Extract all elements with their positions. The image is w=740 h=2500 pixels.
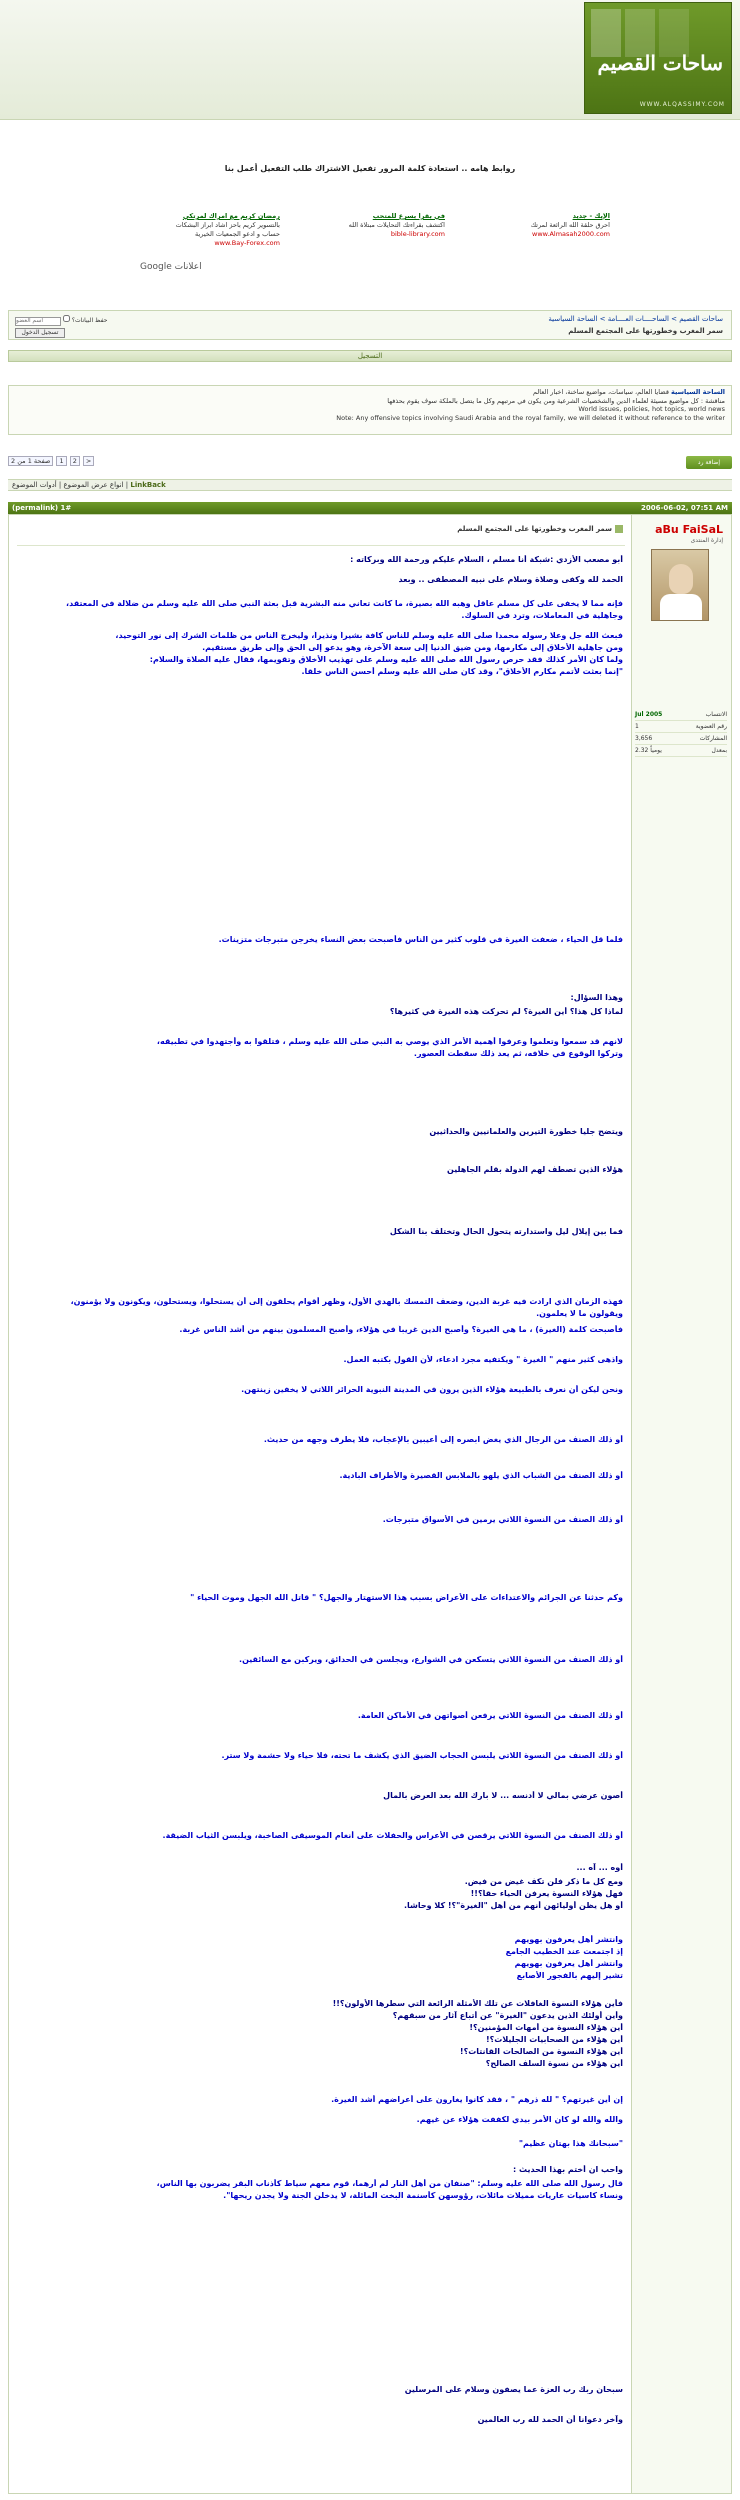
ad-url[interactable]: bible-library.com — [390, 230, 445, 238]
forum-rules: مناقشة : كل مواضيع مسيئة لعلماء الدين والشخصيات الشرعية ومن يكون في مرتبهم وكل ما يتصل بالملكة سوف يقوم بحذفها — [387, 396, 725, 405]
pagination — [8, 456, 95, 466]
ad-item[interactable] — [460, 212, 610, 239]
post-line: لماذا كل هذا؟ أين الغيرة؟ لم تحركت هذه الغيرة في كثيرها؟ — [389, 1007, 623, 1016]
forum-note: Note: Any offensive topics involving Saudi Arabia and the royal family, we will deleted it without reference to the writer — [336, 413, 725, 422]
ad-text: بالتسوير كريم باحز اشاد ابراز البشكات — [175, 221, 280, 229]
ad-url[interactable]: www.Bay-Forex.com — [214, 239, 280, 247]
post-date: 2006-06-02, 07:51 AM — [641, 504, 728, 512]
ad-title[interactable]: في بقرا بسرع للمتحب — [372, 212, 445, 220]
thread-tools-bar: انواع عرض الموضوع | أدوات الموضوع | LinkBack — [8, 479, 732, 491]
post-line: قال رسول الله صلى الله عليه وسلم: "صنفان من أهل النار لم أرهما، قوم معهم سياط كأذناب البقر يضربون بها الناس، — [156, 2179, 623, 2188]
login-button[interactable]: تسجيل الدخول — [15, 328, 65, 338]
username-input[interactable] — [15, 317, 61, 326]
post-line: فهل هؤلاء النسوة يعرفن الحياء حقاً؟!! — [470, 1889, 623, 1898]
post-line: وتركوا الوقوع في خلافه، ثم يعد ذلك سقطت العصور. — [413, 1049, 623, 1058]
post-line: سبحان ربك رب العزة عما يصفون وسلام على المرسلين — [404, 2385, 623, 2394]
post-line: أو ذلك الصنف من الرجال الذي يغض ابصره إلى أعيبين بالإعجاب، فلا يطرف وجهه من حديث. — [263, 1435, 623, 1444]
site-banner[interactable] — [584, 2, 732, 114]
post-line: ويتضح جليا خطورة التيرين والعلمانيين والحداثيين — [429, 1127, 623, 1136]
forum-text: قضايا العالم، سياسات، مواضيع ساخنة، اخبار العالم — [532, 388, 669, 396]
post-title — [457, 525, 623, 533]
page-link[interactable]: 1 — [56, 456, 66, 466]
post-line: أو ذلك الصنف من الشباب الذي يلهو بالملابس القصيرة والأطراف البادية. — [339, 1471, 623, 1480]
post-line: ومع كل ما ذكر فلن تكف غيض من فيض. — [464, 1877, 623, 1886]
site-logo: ساحات القصيم — [597, 51, 723, 75]
display-modes-link[interactable]: انواع عرض الموضوع — [63, 481, 124, 489]
forum-name[interactable]: الساحة السياسية — [671, 388, 725, 396]
stat-label: المشاركات — [699, 735, 727, 742]
post-line: فهذه الزمان الذي ارادت فيه غربة الدين، وضعف التمسك بالهدي الأول، وظهر أقوام يحلقون إلى أن يستحلوا، ويستحلون، ويكونون ولا يؤمنون، — [70, 1297, 623, 1306]
stat-value: 3,656 — [635, 735, 653, 742]
ad-item[interactable] — [130, 212, 280, 248]
ad-text: حساب و ادعو الجمعيات الخيرية — [194, 230, 280, 238]
post-line: وانتشر أهل يعرفون بهويهم — [514, 1959, 623, 1968]
thread-tools-link[interactable]: أدوات الموضوع — [12, 481, 57, 489]
page-next[interactable]: > — [83, 456, 94, 466]
post-line: والله والله لو كان الأمر بيدي لكففت هؤلاء عن غيهم. — [416, 2115, 623, 2124]
post-line: أين هؤلاء من الصحابيات الجليلات؟! — [485, 2035, 623, 2044]
permalink[interactable]: (permalink) 1# — [12, 504, 72, 512]
user-stat — [635, 735, 727, 745]
reply-button[interactable]: إضافة رد — [686, 456, 732, 469]
ad-title[interactable]: الإيك - جديد — [572, 212, 610, 220]
breadcrumb[interactable]: ساحات القصيم > الساحــــات العــــامة > الساحة السياسية — [548, 315, 723, 323]
stat-value: Jul 2005 — [635, 711, 663, 718]
username[interactable]: aBu FaiSaL — [655, 523, 723, 536]
post-line: أو ذلك الصنف من النسوة اللاتي يرمين في الأسواق متبرجات. — [382, 1515, 623, 1524]
post-line: "إنما بعثت لأتمم مكارم الأخلاق"، وقد كان صلى الله عليه وسلم أحسن الناس خلقاً. — [301, 667, 623, 676]
user-stat — [635, 711, 727, 721]
post-line: أو هل يظن أوليائهن أنهم من أهل "الغيرة"؟! كلا وحاشا. — [403, 1901, 623, 1910]
post-title-text: سمر المغرب وخطورتها على المجتمع المسلم — [457, 525, 612, 533]
avatar — [651, 549, 709, 621]
post-line: أو ذلك الصنف من النسوة اللاتي يلبسن الحجاب الضيق الذي يكشف ما تحته، فلا حياء ولا حشمة ولا ستر. — [221, 1751, 623, 1760]
post-line: أو ذلك الصنف من النسوة اللاتي يرقصن في الأعراس والحفلات على أنغام الموسيقى الصاخبة، ويلبسن الثياب الضيقة. — [162, 1831, 623, 1840]
post-header — [8, 502, 732, 514]
post-line: وكم حدثنا عن الجرائم والاعتداءات على الأعراض بسبب هذا الاستهتار والجهل؟ " قاتل الله الجهل وموت الحياء " — [190, 1593, 623, 1602]
post-line: ويقولون ما لا يعلمون. — [536, 1309, 623, 1318]
linkback-link[interactable]: LinkBack — [130, 481, 166, 489]
register-bar[interactable]: التسجيل — [8, 350, 732, 362]
forum-description — [8, 385, 732, 435]
stat-label: رقم العضوية — [695, 723, 727, 730]
post-icon — [615, 525, 623, 533]
post-body — [8, 514, 732, 2494]
stat-label: الانتساب — [705, 711, 727, 718]
divider — [17, 545, 625, 546]
post-line: أصون عرضي بمالي لا أدنسه ... لا بارك الله بعد العرض بالمال — [383, 1791, 623, 1800]
post-line: فإنه مما لا يخفى على كل مسلم عاقل وهبه الله بصيرة، ما كانت تعاني منه البشرية قبل بعثة النبي صلى الله عليه وسلم من ضلالة في المعتقد، — [66, 599, 623, 608]
page-label: صفحة 1 من 2 — [8, 456, 53, 466]
post-line: أين هؤلاء النسوة من الصالحات القانتات؟! — [459, 2047, 623, 2056]
post-line: فأين هؤلاء النسوة الغافلات عن تلك الأمثلة الرائعة التي سطرها الأولون؟!! — [332, 1999, 623, 2008]
user-info — [631, 515, 731, 2493]
post-line: أين هؤلاء النسوة من أمهات المؤمنين؟! — [469, 2023, 623, 2032]
site-header — [0, 0, 740, 120]
banner-decoration — [591, 9, 621, 57]
post-line: وآخر دعوانا أن الحمد لله رب العالمين — [477, 2415, 623, 2424]
post-line: ولما كان الأمر كذلك فقد حرص رسول الله صلى الله عليه وسلم على تهذيب الأخلاق وتقويمها، فقال عليه الصلاة والسلام: — [149, 655, 623, 664]
post-line: ونساء كاسيات عاريات مميلات مائلات، رؤوسهن كأسنمة البخت المائلة، لا يدخلن الجنة ولا يجدن ريحها". — [223, 2191, 623, 2200]
navigation-bar — [8, 310, 732, 340]
stat-value: 1 — [635, 723, 639, 730]
login-form — [15, 315, 107, 326]
google-ads-label[interactable]: Google اعلانات — [140, 262, 202, 272]
avatar-body — [660, 594, 702, 620]
post-line: فأصبحت كلمة (الغيرة) ، ما هي الغيرة؟ وأصبح الدين غريباً في هؤلاء، وأصبح المسلمون بينهم من أشد الناس غربة. — [179, 1325, 623, 1334]
post-line: تشير إليهم بالفجور الأصابع — [516, 1971, 623, 1980]
site-url: WWW.ALQASSIMY.COM — [639, 101, 725, 108]
post-line: وأين أولئك الذين يدعون "الغيرة" عن أتباع آثار من سبقهم؟ — [392, 2011, 623, 2020]
post-line: إن أين غيرتهم؟ " لله ذرهم " ، فقد كانوا يغارون على أعراضهم أشد الغيرة. — [331, 2095, 623, 2104]
post-line: فلما قل الحياء ، ضعفت الغيرة في قلوب كثير من الناس فأصبحت بعض النساء يخرجن متبرجات متزينات. — [218, 935, 623, 944]
post-line: لانهم قد سمعوا وتعلموا وعرفوا أهمية الأمر الذي يوصي به النبي صلى الله عليه وسلم ، فتلقوا به وأجتهدوا في تطبيقه، — [156, 1037, 623, 1046]
remember-label: حفظ البيانات؟ — [71, 317, 108, 324]
post-line: أين هؤلاء من نسوة السلف الصالح؟ — [485, 2059, 623, 2068]
ad-title[interactable]: رمضان كريم مع امراك لمرتكي — [182, 212, 280, 220]
post-line: أبو مصعب الأزدي :شبكة أنا مسلم ، السلام عليكم ورحمة الله وبركاته : — [350, 555, 623, 564]
thread-title: سمر المغرب وخطورتها على المجتمع المسلم — [568, 327, 723, 335]
ads-block — [130, 212, 610, 268]
post-line: وانتشر أهل يعرفون بهويهم — [514, 1935, 623, 1944]
post-line: واذهى كثير منهم " الغيرة " ويكتفيه مجرد ادعاء، لأن القول بكتبه العمل. — [343, 1355, 623, 1364]
user-stat — [635, 723, 727, 733]
page-link[interactable]: 2 — [70, 456, 80, 466]
post-line: واحب ان أختم بهذا الحديث : — [513, 2165, 623, 2174]
user-title: إدارة المنتدى — [690, 537, 723, 544]
post-line: فبعث الله جل وعلا رسوله محمداً صلى الله عليه وسلم للناس كافة بشيراً ونذيراً، وليخرج الناس من ظلمات الشرك إلى نور التوحيد، — [115, 631, 623, 640]
post-line: فما بين إيلال ليل واستدارته يتحول الحال وتختلف بنا الشكل — [389, 1227, 623, 1236]
post-line: "سبحانك هذا بهتان عظيم" — [518, 2139, 623, 2148]
remember-checkbox[interactable] — [63, 315, 70, 322]
post-line: ونحن ليكن أن نعرف بالطبيعة هؤلاء الذين يرون في المدينة النبوية الحرائر اللاتي لا يخفين زينتهن. — [241, 1385, 623, 1394]
ad-url[interactable]: www.Almasah2000.com — [532, 230, 610, 238]
stat-value: 2.32 يومياً — [635, 747, 662, 754]
banner-decoration — [659, 9, 689, 57]
banner-decoration — [625, 9, 655, 57]
ad-text: احرق حلقة الله الرائعة لمرتك — [530, 221, 610, 229]
ad-text: اكتشف بقراءتك التحايلات مبتلاة الله — [348, 221, 445, 229]
post-line: ومن جاهلية الأخلاق إلى مكارمها، ومن ضيق الدنيا إلى سعة الآخرة، وهو يدعو إلى الحق وإلى طريق مستقيم. — [202, 643, 623, 652]
post-line: أوه ... آه ... — [576, 1863, 623, 1872]
quick-links[interactable]: روابط هامه .. استعادة كلمة المرور تفعيل الاشتراك طلب التفعيل أعمل بنا — [224, 164, 516, 173]
post-line: هؤلاء الذين تصطف لهم الدولة بقلم الجاهلين — [447, 1165, 623, 1174]
post-line: وجاهلية في المعاملات، وترد في السلوك. — [461, 611, 623, 620]
ad-item[interactable] — [295, 212, 445, 239]
post-line: إذ اجتمعت عند الخطيب الجامع — [505, 1947, 623, 1956]
avatar-face — [669, 564, 693, 594]
post-line: وهذا السؤال: — [570, 993, 623, 1002]
post-line: أو ذلك الصنف من النسوة اللاتي يرفعن أصواتهن في الأماكن العامة. — [357, 1711, 623, 1720]
post-line: الحمد لله وكفى وصلاة وسلام على نبيه المصطفى .. وبعد — [398, 575, 623, 584]
user-stat — [635, 747, 727, 757]
post-line: أو ذلك الصنف من النسوة اللاتي يتسكعن في الشوارع، ويجلسن في الحدائق، ويركبن مع السائقين. — [239, 1655, 623, 1664]
stat-label: بمعدل — [711, 747, 727, 754]
forum-text-en: World issues, policies, hot topics, world news — [578, 405, 725, 413]
